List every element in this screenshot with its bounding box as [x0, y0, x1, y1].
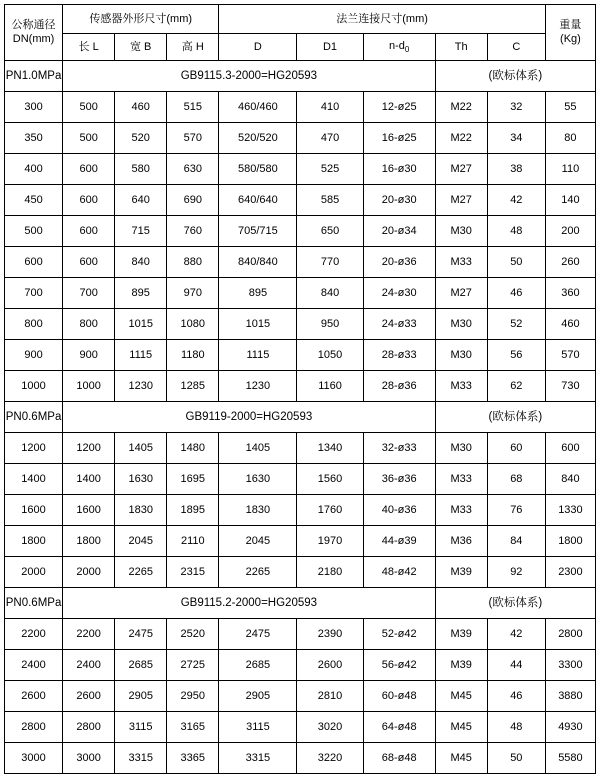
table-row — [5, 216, 596, 247]
cell-dn: 1400 — [5, 464, 63, 495]
cell-th: M36 — [435, 526, 487, 557]
cell-c: 34 — [487, 123, 545, 154]
cell-nd: 24-ø30 — [363, 278, 435, 309]
cell-d1: 3220 — [297, 743, 363, 774]
cell-c: 46 — [487, 278, 545, 309]
cell-d: 2685 — [219, 650, 297, 681]
cell-nd: 48-ø42 — [363, 557, 435, 588]
cell-c: 92 — [487, 557, 545, 588]
cell-d1: 840 — [297, 278, 363, 309]
table-row — [5, 464, 596, 495]
cell-dn: 1600 — [5, 495, 63, 526]
cell-d1: 2180 — [297, 557, 363, 588]
cell-dn: 700 — [5, 278, 63, 309]
cell-l: 3000 — [63, 743, 115, 774]
section-standard: GB9115.3-2000=HG20593 — [63, 61, 436, 92]
cell-d: 460/460 — [219, 92, 297, 123]
cell-h: 2725 — [167, 650, 219, 681]
cell-dn: 300 — [5, 92, 63, 123]
section-pressure: PN0.6MPa — [5, 588, 63, 619]
cell-c: 76 — [487, 495, 545, 526]
cell-kg: 4930 — [545, 712, 595, 743]
cell-d: 640/640 — [219, 185, 297, 216]
cell-l: 1000 — [63, 371, 115, 402]
cell-c: 44 — [487, 650, 545, 681]
header-dn-line1: 公称通径 — [11, 18, 56, 31]
cell-dn: 3000 — [5, 743, 63, 774]
cell-d1: 470 — [297, 123, 363, 154]
cell-kg: 570 — [545, 340, 595, 371]
cell-c: 50 — [487, 743, 545, 774]
cell-th: M27 — [435, 278, 487, 309]
cell-b: 3315 — [115, 743, 167, 774]
cell-d1: 1970 — [297, 526, 363, 557]
cell-th: M33 — [435, 247, 487, 278]
cell-dn: 600 — [5, 247, 63, 278]
cell-c: 84 — [487, 526, 545, 557]
cell-dn: 1200 — [5, 433, 63, 464]
table-row — [5, 619, 596, 650]
cell-h: 2950 — [167, 681, 219, 712]
cell-kg: 200 — [545, 216, 595, 247]
cell-d1: 410 — [297, 92, 363, 123]
cell-d: 2265 — [219, 557, 297, 588]
header-col-nd-subscript: 0 — [404, 44, 410, 54]
cell-kg: 80 — [545, 123, 595, 154]
cell-b: 1115 — [115, 340, 167, 371]
header-dn — [5, 5, 63, 61]
cell-th: M39 — [435, 619, 487, 650]
cell-l: 700 — [63, 278, 115, 309]
cell-c: 50 — [487, 247, 545, 278]
table-row — [5, 154, 596, 185]
cell-kg: 2300 — [545, 557, 595, 588]
table-row — [5, 309, 596, 340]
cell-th: M39 — [435, 650, 487, 681]
cell-d: 705/715 — [219, 216, 297, 247]
cell-l: 2400 — [63, 650, 115, 681]
cell-nd: 68-ø48 — [363, 743, 435, 774]
cell-h: 1895 — [167, 495, 219, 526]
header-col-b: 宽 B — [115, 34, 167, 61]
cell-nd: 44-ø39 — [363, 526, 435, 557]
cell-kg: 5580 — [545, 743, 595, 774]
section-pressure: PN1.0MPa — [5, 61, 63, 92]
cell-d1: 770 — [297, 247, 363, 278]
cell-th: M27 — [435, 154, 487, 185]
cell-kg: 55 — [545, 92, 595, 123]
cell-h: 2520 — [167, 619, 219, 650]
header-col-c: C — [487, 34, 545, 61]
cell-th: M45 — [435, 712, 487, 743]
cell-d: 3115 — [219, 712, 297, 743]
cell-kg: 2800 — [545, 619, 595, 650]
cell-th: M22 — [435, 123, 487, 154]
cell-d1: 2600 — [297, 650, 363, 681]
cell-b: 2045 — [115, 526, 167, 557]
cell-kg: 730 — [545, 371, 595, 402]
table-row — [5, 123, 596, 154]
cell-l: 800 — [63, 309, 115, 340]
cell-th: M27 — [435, 185, 487, 216]
header-row-group — [5, 5, 596, 34]
header-col-d1: D1 — [297, 34, 363, 61]
cell-kg: 110 — [545, 154, 595, 185]
cell-d: 1115 — [219, 340, 297, 371]
cell-d: 520/520 — [219, 123, 297, 154]
cell-kg: 600 — [545, 433, 595, 464]
cell-d: 3315 — [219, 743, 297, 774]
cell-d1: 585 — [297, 185, 363, 216]
cell-nd: 16-ø30 — [363, 154, 435, 185]
cell-th: M45 — [435, 743, 487, 774]
cell-nd: 28-ø36 — [363, 371, 435, 402]
cell-d1: 1560 — [297, 464, 363, 495]
cell-h: 570 — [167, 123, 219, 154]
header-col-l: 长 L — [63, 34, 115, 61]
cell-d: 1230 — [219, 371, 297, 402]
cell-nd: 12-ø25 — [363, 92, 435, 123]
cell-kg: 1330 — [545, 495, 595, 526]
cell-dn: 2600 — [5, 681, 63, 712]
cell-nd: 24-ø33 — [363, 309, 435, 340]
cell-b: 3115 — [115, 712, 167, 743]
specification-table — [4, 4, 596, 774]
cell-dn: 350 — [5, 123, 63, 154]
section-band-row — [5, 588, 596, 619]
cell-b: 1630 — [115, 464, 167, 495]
section-note: (欧标体系) — [435, 61, 595, 92]
cell-dn: 1000 — [5, 371, 63, 402]
header-dn-line2: DN(mm) — [12, 32, 55, 45]
cell-th: M45 — [435, 681, 487, 712]
cell-b: 1405 — [115, 433, 167, 464]
cell-l: 500 — [63, 123, 115, 154]
cell-b: 715 — [115, 216, 167, 247]
cell-nd: 20-ø34 — [363, 216, 435, 247]
cell-b: 1230 — [115, 371, 167, 402]
table-row — [5, 743, 596, 774]
section-standard: GB9115.2-2000=HG20593 — [63, 588, 436, 619]
cell-b: 520 — [115, 123, 167, 154]
header-col-th: Th — [435, 34, 487, 61]
cell-nd: 56-ø42 — [363, 650, 435, 681]
cell-l: 1200 — [63, 433, 115, 464]
cell-l: 600 — [63, 154, 115, 185]
table-row — [5, 185, 596, 216]
cell-b: 2265 — [115, 557, 167, 588]
cell-th: M30 — [435, 433, 487, 464]
cell-c: 60 — [487, 433, 545, 464]
cell-d: 1015 — [219, 309, 297, 340]
cell-d1: 1160 — [297, 371, 363, 402]
header-flange-group: 法兰连接尺寸(mm) — [219, 5, 546, 34]
cell-c: 48 — [487, 216, 545, 247]
cell-nd: 20-ø30 — [363, 185, 435, 216]
header-row-columns — [5, 34, 596, 61]
cell-dn: 450 — [5, 185, 63, 216]
cell-d1: 2810 — [297, 681, 363, 712]
table-row — [5, 371, 596, 402]
cell-c: 46 — [487, 681, 545, 712]
cell-h: 1480 — [167, 433, 219, 464]
table-body — [5, 5, 596, 774]
cell-dn: 900 — [5, 340, 63, 371]
cell-d: 1405 — [219, 433, 297, 464]
cell-nd: 36-ø36 — [363, 464, 435, 495]
cell-th: M30 — [435, 216, 487, 247]
cell-kg: 840 — [545, 464, 595, 495]
cell-h: 2315 — [167, 557, 219, 588]
cell-d: 580/580 — [219, 154, 297, 185]
cell-th: M39 — [435, 557, 487, 588]
cell-d1: 1340 — [297, 433, 363, 464]
section-standard: GB9119-2000=HG20593 — [63, 402, 436, 433]
cell-d: 2045 — [219, 526, 297, 557]
cell-l: 2600 — [63, 681, 115, 712]
cell-d1: 950 — [297, 309, 363, 340]
header-sensor-group: 传感器外形尺寸(mm) — [63, 5, 219, 34]
cell-l: 1400 — [63, 464, 115, 495]
table-row — [5, 247, 596, 278]
cell-d1: 3020 — [297, 712, 363, 743]
cell-c: 56 — [487, 340, 545, 371]
cell-d: 840/840 — [219, 247, 297, 278]
cell-c: 68 — [487, 464, 545, 495]
cell-b: 2475 — [115, 619, 167, 650]
header-col-nd-prefix: n-d — [388, 39, 405, 52]
cell-nd: 64-ø48 — [363, 712, 435, 743]
header-col-nd — [363, 34, 435, 61]
cell-nd: 40-ø36 — [363, 495, 435, 526]
cell-h: 515 — [167, 92, 219, 123]
cell-th: M33 — [435, 495, 487, 526]
table-row — [5, 526, 596, 557]
cell-th: M33 — [435, 371, 487, 402]
cell-b: 580 — [115, 154, 167, 185]
cell-c: 62 — [487, 371, 545, 402]
header-col-d: D — [219, 34, 297, 61]
cell-c: 52 — [487, 309, 545, 340]
cell-l: 2000 — [63, 557, 115, 588]
cell-d1: 1050 — [297, 340, 363, 371]
cell-b: 1830 — [115, 495, 167, 526]
cell-nd: 52-ø42 — [363, 619, 435, 650]
cell-nd: 60-ø48 — [363, 681, 435, 712]
cell-l: 900 — [63, 340, 115, 371]
cell-dn: 800 — [5, 309, 63, 340]
cell-th: M30 — [435, 340, 487, 371]
cell-kg: 3300 — [545, 650, 595, 681]
cell-c: 42 — [487, 185, 545, 216]
cell-b: 2905 — [115, 681, 167, 712]
cell-b: 895 — [115, 278, 167, 309]
cell-nd: 20-ø36 — [363, 247, 435, 278]
cell-l: 1800 — [63, 526, 115, 557]
cell-b: 640 — [115, 185, 167, 216]
cell-kg: 140 — [545, 185, 595, 216]
cell-l: 600 — [63, 247, 115, 278]
table-row — [5, 712, 596, 743]
cell-th: M22 — [435, 92, 487, 123]
header-weight — [545, 5, 595, 61]
table-row — [5, 557, 596, 588]
cell-c: 32 — [487, 92, 545, 123]
cell-nd: 16-ø25 — [363, 123, 435, 154]
cell-d: 895 — [219, 278, 297, 309]
cell-dn: 400 — [5, 154, 63, 185]
cell-h: 1285 — [167, 371, 219, 402]
cell-l: 2800 — [63, 712, 115, 743]
cell-d1: 2390 — [297, 619, 363, 650]
section-band-row — [5, 402, 596, 433]
cell-h: 3365 — [167, 743, 219, 774]
cell-h: 760 — [167, 216, 219, 247]
cell-d: 2905 — [219, 681, 297, 712]
section-band-row — [5, 61, 596, 92]
cell-l: 600 — [63, 185, 115, 216]
cell-l: 600 — [63, 216, 115, 247]
cell-dn: 2000 — [5, 557, 63, 588]
cell-h: 3165 — [167, 712, 219, 743]
cell-b: 1015 — [115, 309, 167, 340]
cell-nd: 32-ø33 — [363, 433, 435, 464]
cell-kg: 3880 — [545, 681, 595, 712]
cell-h: 1180 — [167, 340, 219, 371]
section-note: (欧标体系) — [435, 588, 595, 619]
cell-dn: 2200 — [5, 619, 63, 650]
cell-h: 690 — [167, 185, 219, 216]
cell-d1: 650 — [297, 216, 363, 247]
table-row — [5, 278, 596, 309]
cell-kg: 360 — [545, 278, 595, 309]
table-row — [5, 681, 596, 712]
cell-h: 880 — [167, 247, 219, 278]
cell-b: 2685 — [115, 650, 167, 681]
cell-c: 42 — [487, 619, 545, 650]
cell-th: M30 — [435, 309, 487, 340]
cell-l: 500 — [63, 92, 115, 123]
section-note: (欧标体系) — [435, 402, 595, 433]
table-row — [5, 495, 596, 526]
header-col-h: 高 H — [167, 34, 219, 61]
cell-d: 2475 — [219, 619, 297, 650]
cell-h: 630 — [167, 154, 219, 185]
cell-d: 1830 — [219, 495, 297, 526]
cell-h: 1695 — [167, 464, 219, 495]
cell-c: 38 — [487, 154, 545, 185]
cell-nd: 28-ø33 — [363, 340, 435, 371]
cell-l: 2200 — [63, 619, 115, 650]
cell-dn: 500 — [5, 216, 63, 247]
cell-kg: 460 — [545, 309, 595, 340]
cell-l: 1600 — [63, 495, 115, 526]
cell-dn: 2400 — [5, 650, 63, 681]
section-pressure: PN0.6MPa — [5, 402, 63, 433]
cell-d: 1630 — [219, 464, 297, 495]
cell-d1: 525 — [297, 154, 363, 185]
header-weight-line1: 重量 — [559, 18, 582, 31]
cell-b: 460 — [115, 92, 167, 123]
cell-th: M33 — [435, 464, 487, 495]
table-row — [5, 433, 596, 464]
table-row — [5, 650, 596, 681]
cell-h: 1080 — [167, 309, 219, 340]
table-row — [5, 340, 596, 371]
cell-c: 48 — [487, 712, 545, 743]
cell-kg: 1800 — [545, 526, 595, 557]
cell-dn: 1800 — [5, 526, 63, 557]
cell-dn: 2800 — [5, 712, 63, 743]
cell-h: 970 — [167, 278, 219, 309]
header-weight-line2: (Kg) — [560, 32, 581, 45]
cell-d1: 1760 — [297, 495, 363, 526]
cell-h: 2110 — [167, 526, 219, 557]
cell-b: 840 — [115, 247, 167, 278]
table-row — [5, 92, 596, 123]
cell-kg: 260 — [545, 247, 595, 278]
